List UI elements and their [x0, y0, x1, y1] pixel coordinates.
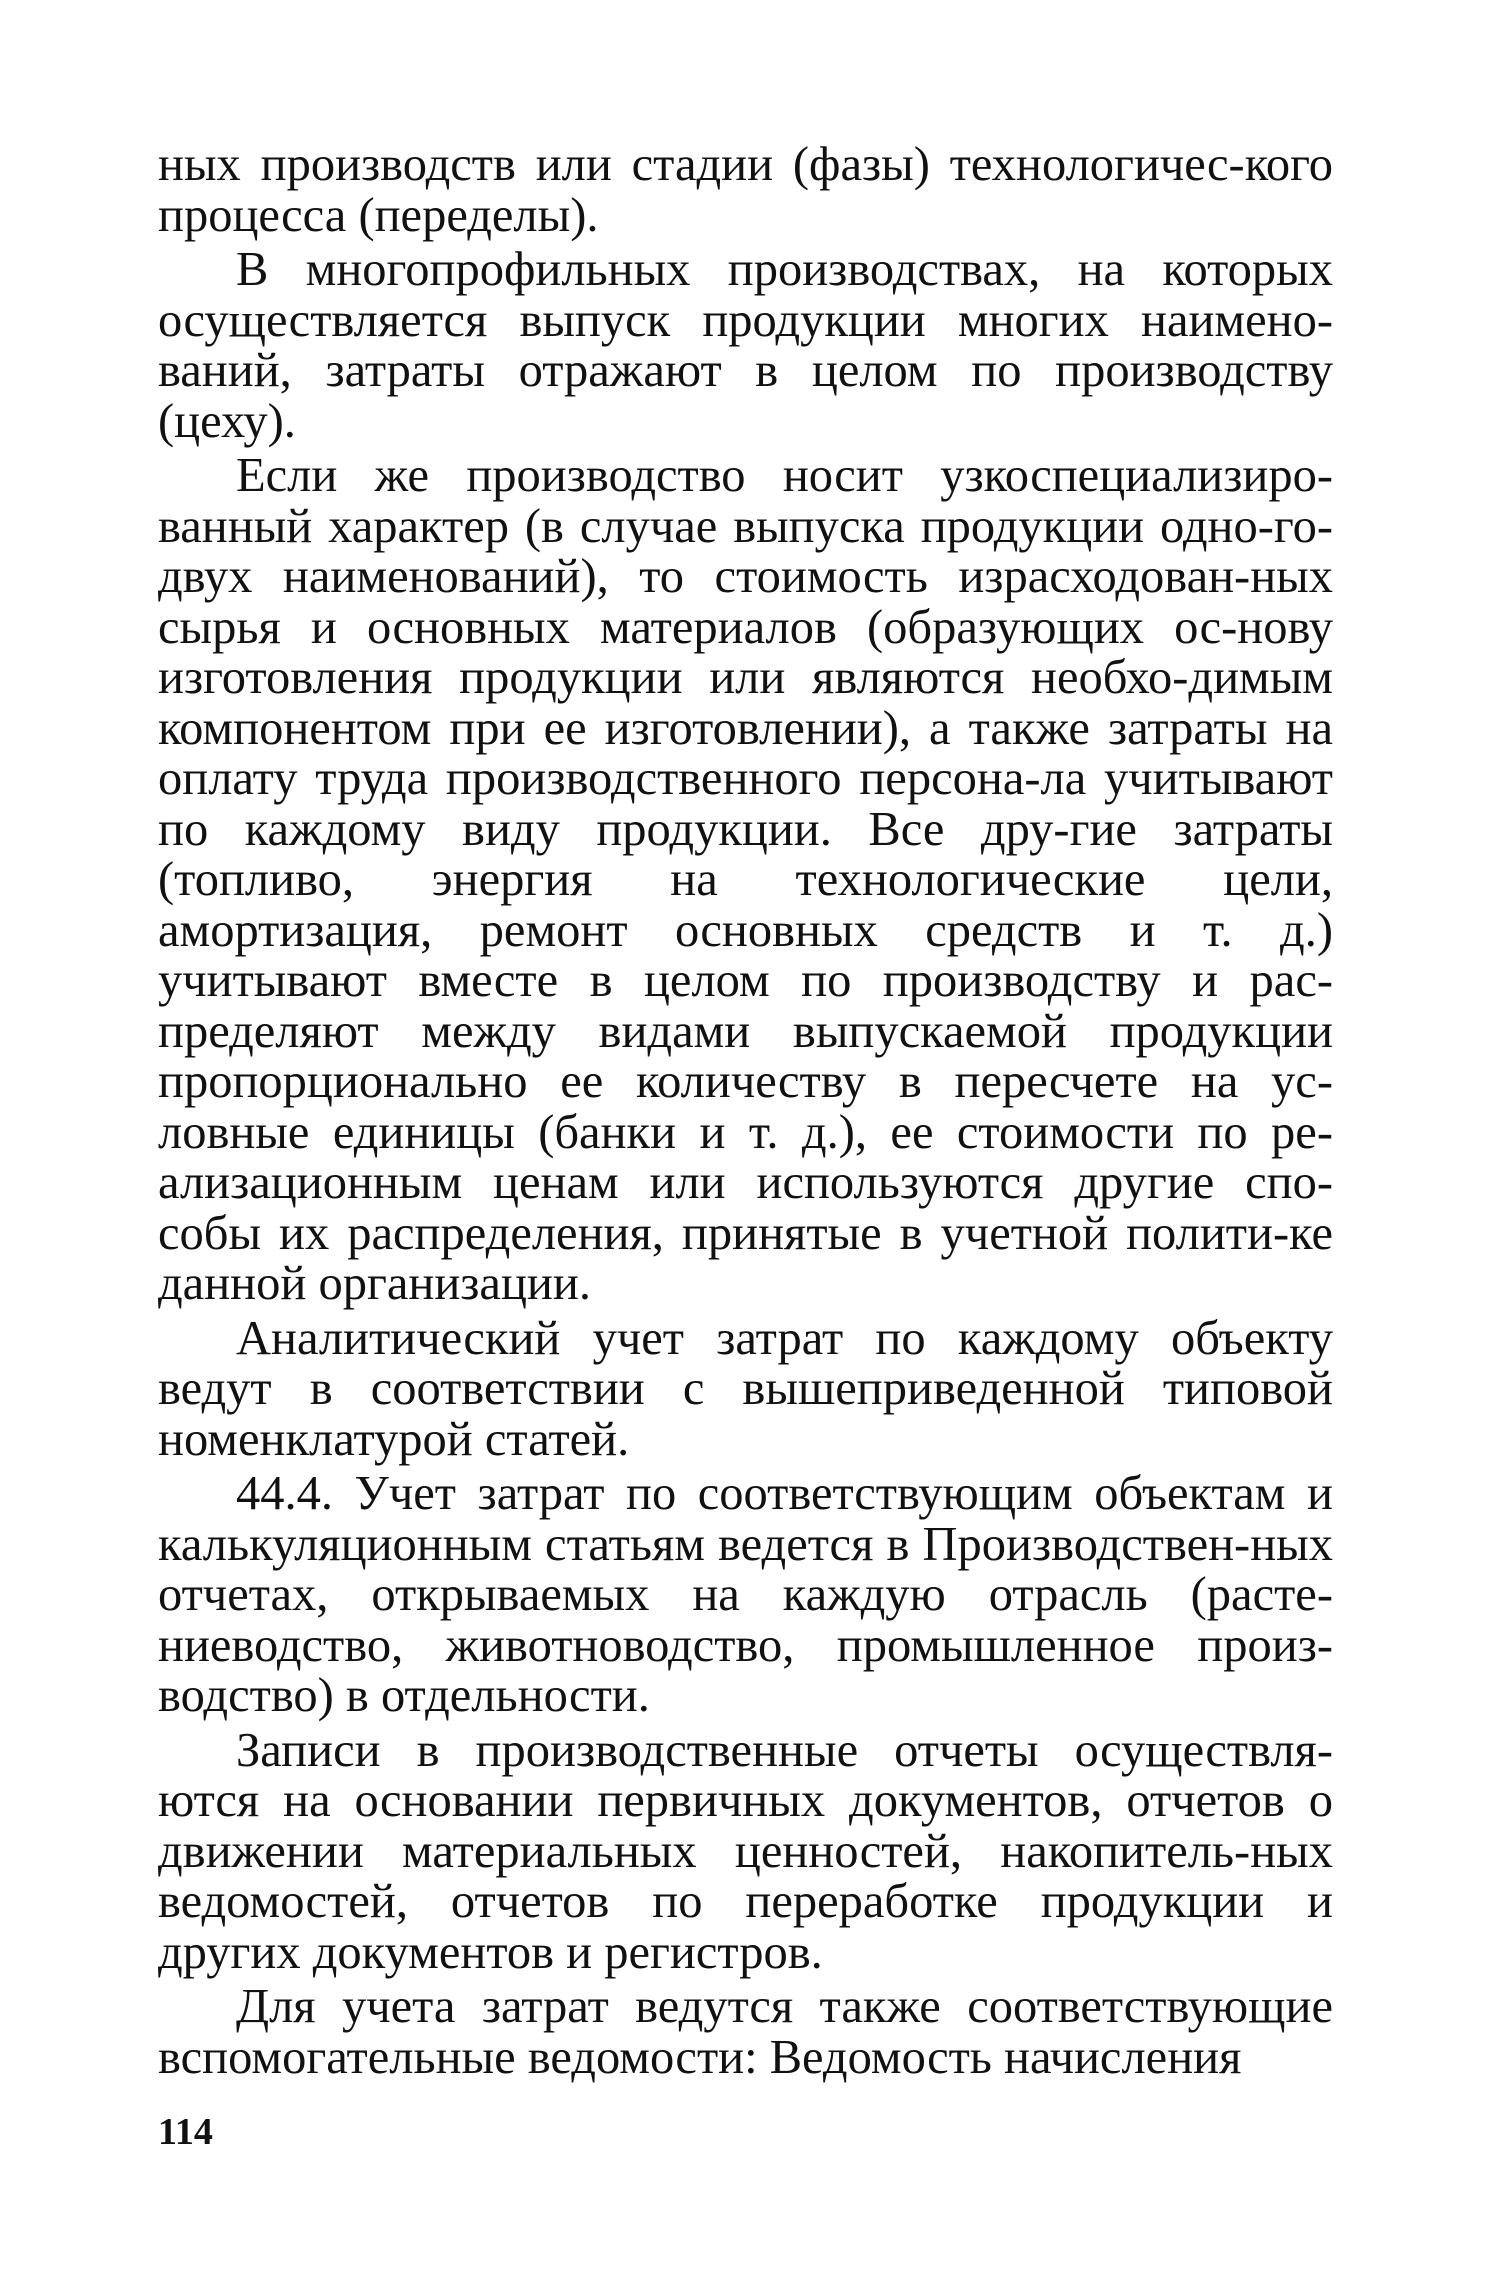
page-number: 114 [158, 2111, 213, 2153]
paragraph-continuation: ных производств или стадии (фазы) технологичес-кого процесса (переделы). [158, 138, 1333, 242]
body-text [158, 140, 1333, 2087]
paragraph-specialized: Если же производство носит узкоспециализиро-ванный характер (в случае выпуска продукции одно-го-двух наименований), то стоимость израсходован-ных сырья и основных материалов (образующих ос-нову изготовления продукции или являются необхо-димым компонентом при ее изготовлении), а также затраты на оплату труда производственного персона-ла учитывают по каждому виду продукции. Все дру-гие затраты (топливо, энергия на технологические цели, амортизация, ремонт основных средств и т. д.) учитывают вместе в целом по производству и рас-пределяют между видами выпускаемой продукции пропорционально ее количеству в пересчете на ус-ловные единицы (банки и т. д.), ее стоимости по ре-ализационным ценам или используются другие спо-собы их распределения, принятые в учетной полити-ке данной организации. [158, 449, 1333, 1310]
paragraph-records: Записи в производственные отчеты осуществля-ются на основании первичных документов, отчетов о движении материальных ценностей, накопитель-ных ведомостей, отчетов по переработке продукции и других документов и регистров. [158, 1723, 1333, 1979]
paragraph-multiprofile: В многопрофильных производствах, на которых осуществляется выпуск продукции многих наимено-ваний, затраты отражают в целом по производству (цеху). [158, 243, 1333, 448]
paragraph-analytical: Аналитический учет затрат по каждому объекту ведут в соответствии с вышеприведенной типовой номенклатурой статей. [158, 1311, 1333, 1466]
paragraph-auxiliary: Для учета затрат ведутся также соответствующие вспомогательные ведомости: Ведомость начисления [158, 1980, 1333, 2084]
paragraph-section-44-4: 44.4. Учет затрат по соответствующим объектам и калькуляционным статьям ведется в Производствен-ных отчетах, открываемых на каждую отрасль (расте-ниеводство, животноводство, промышленное произ-водство) в отдельности. [158, 1467, 1333, 1722]
